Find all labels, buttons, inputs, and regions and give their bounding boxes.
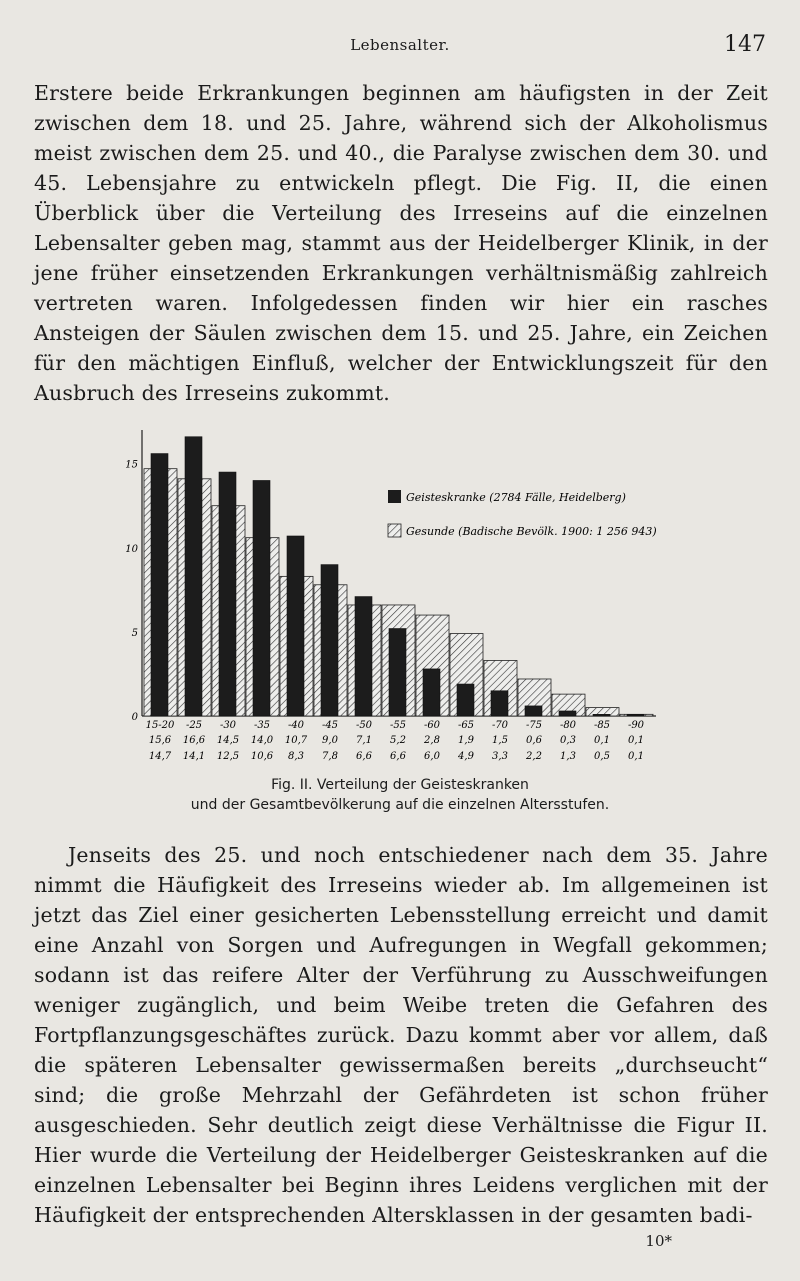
figure-ii [120, 420, 680, 780]
running-title: Lebensalter. [350, 36, 450, 54]
x-category-label: -70 [491, 720, 509, 731]
legend-label-gesunde: Gesunde (Badische Bevölk. 1900: 1 256 943) [406, 525, 657, 538]
data-label-gesunde: 2,2 [526, 751, 542, 762]
x-category-label: -50 [355, 720, 373, 731]
y-tick-label: 10 [125, 543, 138, 555]
data-label-gesunde: 6,6 [390, 751, 406, 762]
x-category-label: -25 [185, 720, 203, 731]
bar-geisteskranke [151, 454, 168, 716]
data-label-geisteskranke: 16,6 [182, 735, 206, 746]
data-label-geisteskranke: 2,8 [424, 735, 440, 746]
bar-geisteskranke [389, 629, 406, 716]
figure-caption [0, 775, 800, 815]
bar-geisteskranke [355, 597, 372, 716]
paragraph-1: Erstere beide Erkrankungen beginnen am häufigsten in der Zeit zwischen dem 18. und 25. Jahre, während sich der Alkoholismus meist zwischen dem 25. und 40., die Paralyse zwischen dem 30. und 45. Lebensjahre zu entwickeln pflegt. Die Fig. II, die einen Überblick über die Verteilung des Irreseins auf die einzelnen Lebensalter geben mag, stammt aus der Heidelberger Klinik, in der jene früher einsetzenden Erkrankungen verhältnismäßig zahlreich vertreten waren. Infolgedessen finden wir hier ein rasches Ansteigen der Säulen zwischen dem 15. und 25. Jahre, ein Zeichen für den mächtigen Einfluß, welcher der Entwicklungszeit für den Ausbruch des Irreseins zukommt. [34, 81, 768, 405]
data-label-geisteskranke: 9,0 [322, 735, 338, 746]
data-label-gesunde: 0,5 [594, 751, 610, 762]
data-label-geisteskranke: 14,5 [216, 735, 240, 746]
legend-label-geisteskranke: Geisteskranke (2784 Fälle, Heidelberg) [406, 491, 626, 504]
bar-geisteskranke [593, 714, 610, 716]
bar-geisteskranke [321, 565, 338, 716]
bar-chart [120, 420, 680, 780]
x-category-label: -60 [423, 720, 441, 731]
legend-swatch-gesunde [388, 524, 401, 537]
data-label-gesunde: 6,6 [356, 751, 372, 762]
data-label-gesunde: 6,0 [424, 751, 440, 762]
x-category-label: -55 [389, 720, 407, 731]
data-label-gesunde: 3,3 [492, 751, 508, 762]
data-label-gesunde: 1,3 [560, 751, 576, 762]
bar-geisteskranke [491, 691, 508, 716]
x-category-label: 15-20 [145, 720, 175, 731]
signature-mark: 10* [645, 1232, 672, 1250]
data-label-geisteskranke: 14,0 [250, 735, 274, 746]
data-label-gesunde: 8,3 [288, 751, 304, 762]
x-category-label: -30 [219, 720, 237, 731]
y-tick-label: 5 [131, 627, 138, 639]
data-label-geisteskranke: 0,1 [628, 735, 644, 746]
bar-geisteskranke [423, 669, 440, 716]
data-label-geisteskranke: 0,6 [526, 735, 542, 746]
x-category-label: -85 [593, 720, 611, 731]
y-tick-label: 0 [131, 712, 138, 723]
legend-swatch-geisteskranke [388, 490, 401, 503]
running-head [0, 32, 800, 58]
x-category-label: -65 [457, 720, 475, 731]
data-label-geisteskranke: 1,9 [458, 735, 474, 746]
data-label-gesunde: 14,1 [182, 751, 206, 762]
data-label-geisteskranke: 1,5 [492, 735, 508, 746]
bar-geisteskranke [185, 437, 202, 716]
bar-geisteskranke [559, 711, 576, 716]
bar-geisteskranke [253, 480, 270, 716]
paragraph-2: Jenseits des 25. und noch entschiedener nach dem 35. Jahre nimmt die Häufigkeit des Irreseins wieder ab. Im allgemeinen ist jetzt das Ziel einer gesicherten Lebensstellung erreicht und damit eine Anzahl von Sorgen und Aufregungen in Wegfall gekommen; sodann ist das reifere Alter der Verführung zu Ausschweifungen weniger zugänglich, und beim Weibe treten die Gefahren des Fortpflanzungsgeschäftes zurück. Dazu kommt aber vor allem, daß die späteren Lebensalter gewissermaßen bereits „durchseucht“ sind; die große Mehrzahl der Gefährdeten ist schon früher ausgeschieden. Sehr deutlich zeigt diese Verhältnisse die Figur II. Hier wurde die Verteilung der Heidelberger Geisteskranken auf die einzelnen Lebensalter bei Beginn ihres Leidens verglichen mit der Häufigkeit der entsprechenden Altersklassen in der gesamten badi- [34, 843, 768, 1227]
caption-line-2: und der Gesamtbevölkerung auf die einzelnen Altersstufen. [190, 797, 610, 813]
data-label-geisteskranke: 0,3 [560, 735, 576, 746]
y-tick-label: 15 [125, 459, 138, 471]
data-label-gesunde: 4,9 [458, 751, 474, 762]
x-category-label: -40 [287, 720, 305, 731]
data-label-gesunde: 10,6 [250, 751, 274, 762]
x-category-label: -45 [321, 720, 339, 731]
data-label-gesunde: 0,1 [628, 751, 644, 762]
data-label-gesunde: 12,5 [216, 751, 240, 762]
bar-geisteskranke [627, 714, 644, 716]
data-label-gesunde: 7,8 [322, 751, 338, 762]
data-label-gesunde: 14,7 [148, 751, 172, 762]
x-category-label: -75 [525, 720, 543, 731]
bar-geisteskranke [457, 684, 474, 716]
page-number: 147 [724, 32, 766, 57]
data-label-geisteskranke: 0,1 [594, 735, 610, 746]
bar-geisteskranke [219, 472, 236, 716]
x-category-label: -80 [559, 720, 577, 731]
bar-geisteskranke [287, 536, 304, 716]
data-label-geisteskranke: 7,1 [356, 735, 372, 746]
data-label-geisteskranke: 15,6 [148, 735, 172, 746]
data-label-geisteskranke: 5,2 [390, 735, 406, 746]
x-category-label: -90 [627, 720, 645, 731]
data-label-geisteskranke: 10,7 [284, 735, 308, 746]
bar-geisteskranke [525, 706, 542, 716]
x-category-label: -35 [253, 720, 271, 731]
caption-line-1: Fig. II. Verteilung der Geisteskranken [271, 777, 529, 793]
